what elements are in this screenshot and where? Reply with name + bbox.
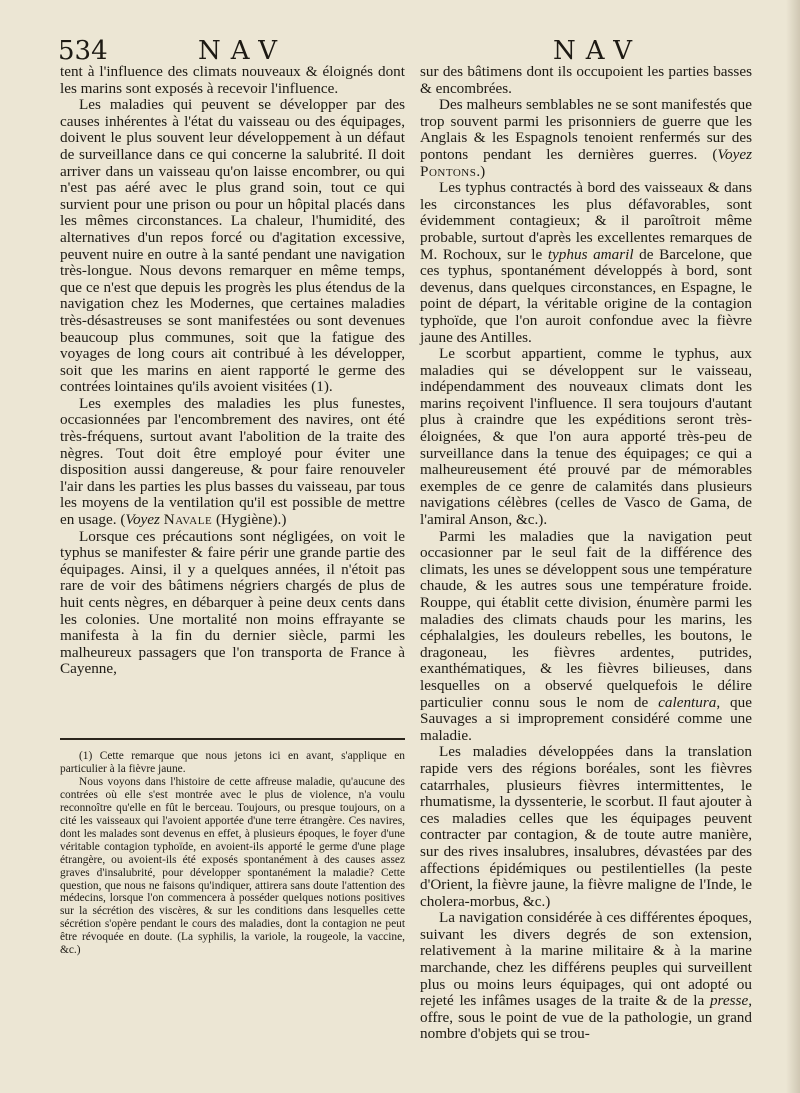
page-edge-shadow bbox=[786, 0, 800, 1093]
left-column bbox=[60, 64, 405, 678]
italic-term: presse bbox=[709, 992, 749, 1010]
paragraph bbox=[60, 529, 405, 678]
paragraph bbox=[420, 346, 752, 529]
paragraph bbox=[420, 529, 752, 745]
text-run: , que Sauvages a si improprement considéré comme une maladie. bbox=[420, 693, 752, 744]
italic-term: typhus amaril bbox=[547, 245, 634, 263]
running-title-right: NAV bbox=[553, 36, 643, 66]
footnote-paragraph: (1) Cette remarque que nous jetons ici en avant, s'applique en particulier à la fièvre jaune. bbox=[60, 750, 405, 775]
ref-tail: (Hygiène).) bbox=[215, 511, 287, 529]
paragraph bbox=[420, 744, 752, 910]
footnote-paragraph: Nous voyons dans l'histoire de cette affreuse maladie, qu'aucune des contrées où elle s'est montrée avec le plus de violence, n'a voulu reconnoître qu'elle en fût le berceau. Toujours, ou presque toujours, on a cité les vaisseaux qui l'avoient apportée d'une terre étrangère. Ces navires, dont les malades sont devenus en effet, à plusieurs époques, le foyer d'une véritable contagion typhoïde, en avoient-ils apporté le germe d'une plage étrangère, ou avoient-ils été exposés spontanément à des causes assez graves d'insalubrité, pour développer spontanément la maladie? Cette question, que nous ne faisons qu'indiquer, attirera sans doute l'attention des médecins, lorsque l'on commencera à posséder quelques notions positives sur la sécrétion des viscères, & sur les conditions dans lesquelles cette sécrétion s'opère pendant le cours des maladies, dont la contagion ne peut être révoquée en doute. (La syphilis, la variole, la rougeole, la vaccine, &c.) bbox=[60, 775, 405, 957]
italic-term: calentura bbox=[658, 693, 717, 711]
running-title-left: NAV bbox=[198, 36, 288, 66]
ref-tail: .) bbox=[476, 162, 486, 180]
ref-voyez: Voyez bbox=[717, 145, 752, 163]
ref-voyez: Voyez bbox=[125, 511, 160, 529]
paragraph bbox=[420, 180, 752, 346]
right-column bbox=[420, 64, 752, 1043]
text-run: Les exemples des maladies les plus funestes, occasionnées par l'encombrement des navires, ont été très-fréquens, surtout avant l'abolition de la traite des nègres. Tout doit être employé pour éviter une disposition aussi dangereuse, & pour faire renouveler l'air dans les parties les plus basses du vaisseau, par tous les moyens de la ventilation qu'il est possible de mettre en usage. bbox=[60, 394, 405, 529]
text-run: La navigation considérée à ces différentes époques, suivant les divers degrés de son extension, relativement à la marine militaire & à la marine marchande, chez les différens peuples qui surveillent plus ou moins leurs équipages, qui ont adopté ou rejeté les infâmes usages de la traite & de la bbox=[420, 909, 752, 1010]
ref-keyword: Pontons bbox=[420, 162, 477, 180]
paragraph bbox=[420, 910, 752, 1043]
paragraph bbox=[420, 97, 752, 180]
text-run: Les typhus contractés à bord des vaisseaux & dans les circonstances les plus défavorables, sont évidemment contagieux; & il paroîtroit même probable, surtout d'après les excellentes remarques de M. Rochoux, sur le bbox=[420, 179, 752, 263]
text-run: Les maladies qui peuvent se développer par des causes inhérentes à l'état du vaisseau ou des équipages, doivent le plus souvent leur développement à un défaut de surveillance dans ce qui concerne la salubrité. Il doit arriver dans un vaisseau qu'on laisse encombrer, ou qui n'est pas aéré avec le plus grand soin, tout ce qui survient pour une prison ou pour un hôpital placés dans les mêmes circonstances. La chaleur, l'humidité, des alternatives d'un repos forcé ou d'agitation excessive, peuvent nuire en outre à la santé pendant une navigation très-longue. Nous devons remarquer en même temps, que ce n'est que depuis les progrès les plus étendus de la navigation chez les Modernes, que certaines maladies très-désastreuses se sont manifestées ou sont devenues beaucoup plus communes, soit que la fatigue des voyages de long cours ait contribué à les développer, soit que les marins en aient rapporté le germe des contrées lointaines qu'ils avoient visitées (1). bbox=[60, 96, 405, 396]
footnote-rule bbox=[60, 738, 405, 740]
paragraph-continued bbox=[420, 64, 752, 97]
ref-open: ( bbox=[120, 511, 126, 529]
text-run: , offre, sous le point de vue de la pathologie, un grand nombre d'objets qui se trou- bbox=[420, 992, 752, 1043]
text-run: Lorsque ces précautions sont négligées, on voit le typhus se manifester & faire périr une grande partie des équipages. Ainsi, il y a quelques années, il n'étoit pas rare de voir des bâtimens négriers chargés de plus de huit cents nègres, en débarquer à peine deux cents dans les colonies. Une mortalité non moins effrayante se manifesta à la fin du dernier siècle, parmi les malheureux passagers que l'on transporta de France à Cayenne, bbox=[60, 527, 405, 678]
ref-open: ( bbox=[712, 145, 718, 163]
ref-keyword: Navale bbox=[163, 511, 213, 529]
paragraph-continued bbox=[60, 64, 405, 97]
footnotes bbox=[60, 750, 405, 957]
text-run: tent à l'influence des climats nouveaux & éloignés dont les marins sont exposés à recevoir l'influence. bbox=[60, 63, 405, 97]
paragraph bbox=[60, 97, 405, 396]
text-run: Le scorbut appartient, comme le typhus, aux maladies qui se développent sur le vaisseau, indépendamment des nouveaux climats dont les marins reçoivent l'influence. Il sera toujours d'autant plus à craindre que les expéditions seront très-éloignées, & que l'on aura apporté très-peu de surveillance dans la tenue des équipages; ce qui a malheureusement été prouvé par de mémorables exemples de ce genre de calamités dans plusieurs navigations célèbres (celles de Vasco de Gama, de l'amiral Anson, &c.). bbox=[420, 345, 752, 529]
text-run: Des malheurs semblables ne se sont manifestés que trop souvent parmi les prisonniers de guerre que les Anglais & les Espagnols tenoient renfermés sur des pontons pendant les dernières guerres. bbox=[420, 96, 752, 163]
text-run: Parmi les maladies que la navigation peut occasionner par le seul fait de la différence des climats, les unes se développent sous une température chaude, & les autres sous une température froide. Rouppe, qui établit cette division, énumère parmi les maladies des climats chauds pour les marins, les céphalalgies, les douleurs rebelles, les boutons, le dragoneau, les fièvres ardentes, putrides, exanthématiques, & les fièvres bilieuses, dans lesquelles on a observé quelquefois le délire particulier connu sous le nom de bbox=[420, 527, 752, 711]
text-run: de Barcelone, que ces typhus, spontanément développés à bord, sont devenus, dans quelques circonstances, en Espagne, le point de départ, la véritable origine de la contagion typhoïde, que l'on auroit confondue avec la fièvre jaune des Antilles. bbox=[420, 245, 752, 346]
paragraph bbox=[60, 396, 405, 529]
text-run: Les maladies développées dans la translation rapide vers des régions boréales, sont les fièvres catarrhales, plusieurs fièvres intermittentes, le rhumatisme, la dyssenterie, le scorbut. Il faut ajouter à ces maladies celles que les équipages peuvent contracter par contagion, & de toute autre manière, sur des rives insalubres, insalubres, dévastées par des affections épidémiques ou pestilentielles (la peste d'Orient, la fièvre jaune, la fièvre maligne de l'Inde, le cholera-morbus, &c.) bbox=[420, 743, 752, 910]
running-header bbox=[58, 36, 758, 66]
text-run: sur des bâtimens dont ils occupoient les parties basses & encombrées. bbox=[420, 63, 752, 97]
page-number: 534 bbox=[58, 36, 108, 66]
